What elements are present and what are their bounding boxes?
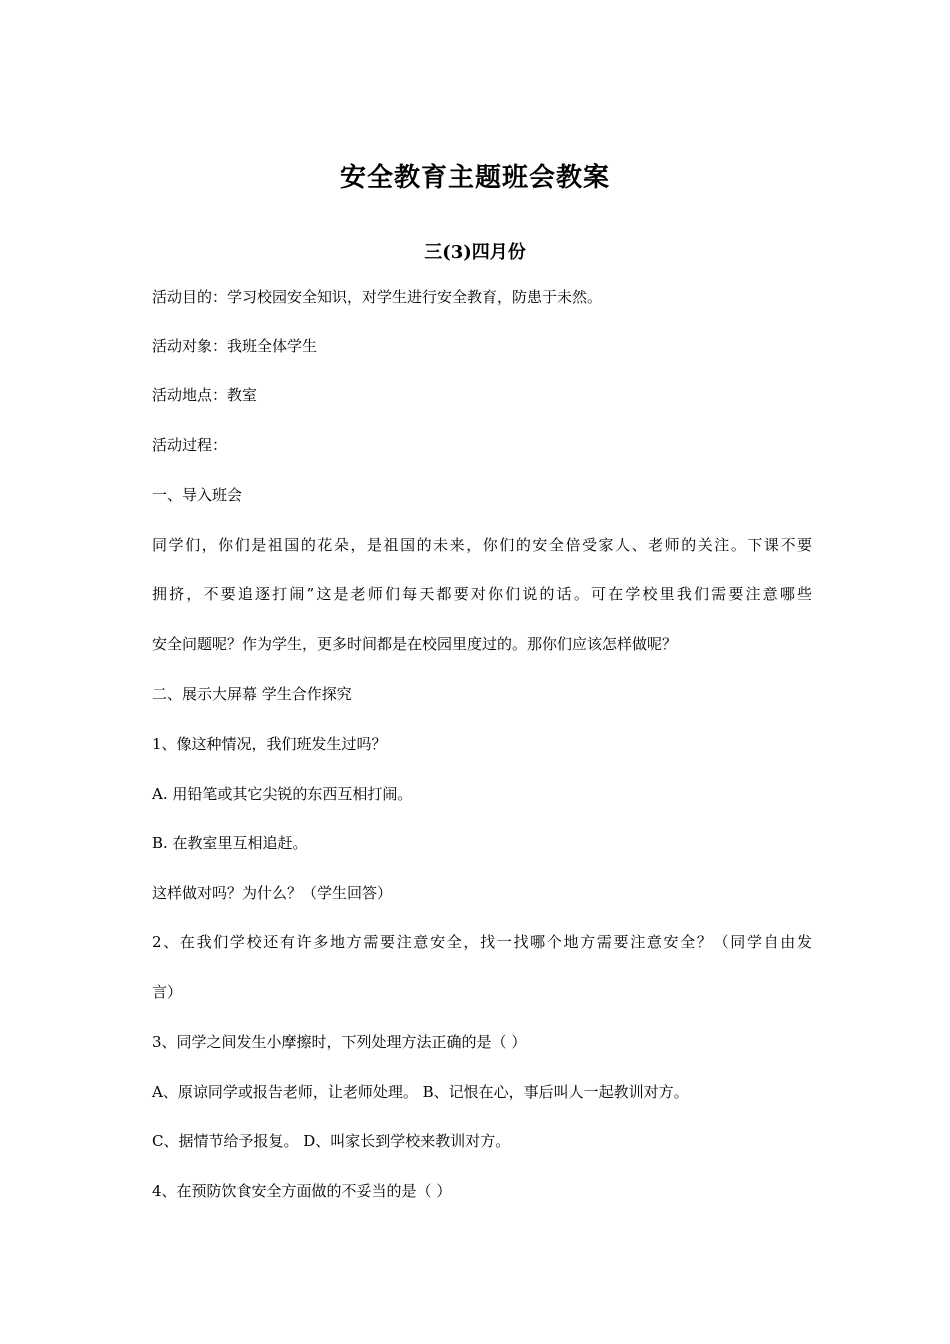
paragraph-line: 同学们，你们是祖国的花朵，是祖国的未来，你们的安全倍受家人、老师的关注。下课不要 — [152, 536, 812, 554]
document-title: 安全教育主题班会教案 — [339, 163, 610, 193]
section-heading-1: 一、导入班会 — [152, 486, 243, 504]
document-subtitle: 三(3)四月份 — [424, 242, 526, 263]
section-heading-2: 二、展示大屏幕 学生合作探究 — [152, 685, 352, 703]
question-3: 3、同学之间发生小摩擦时，下列处理方法正确的是（ ） — [152, 1033, 527, 1051]
question-1: 1、像这种情况，我们班发生过吗？ — [152, 735, 387, 753]
question-1-option-a: A. 用铅笔或其它尖锐的东西互相打闹。 — [152, 785, 413, 803]
activity-location: 活动地点：教室 — [152, 386, 258, 404]
question-4: 4、在预防饮食安全方面做的不妥当的是（ ） — [152, 1182, 452, 1200]
activity-target: 活动对象：我班全体学生 — [152, 337, 318, 355]
question-2: 2、在我们学校还有许多地方需要注意安全，找一找哪个地方需要注意安全？（同学自由发 — [152, 933, 812, 951]
paragraph-line: 安全问题呢？作为学生，更多时间都是在校园里度过的。那你们应该怎样做呢？ — [152, 635, 678, 653]
paragraph-line: 拥挤，不要追逐打闹”这是老师们每天都要对你们说的话。可在学校里我们需要注意哪些 — [152, 585, 812, 603]
question-1-followup: 这样做对吗？为什么？（学生回答） — [152, 884, 393, 902]
question-3-options-ab: A、原谅同学或报告老师，让老师处理。 B、记恨在心，事后叫人一起教训对方。 — [152, 1083, 689, 1101]
question-1-option-b: B. 在教室里互相追赶。 — [152, 834, 308, 852]
question-3-options-cd: C、据情节给予报复。 D、叫家长到学校来教训对方。 — [152, 1132, 511, 1150]
activity-purpose: 活动目的：学习校园安全知识，对学生进行安全教育，防患于未然。 — [152, 288, 603, 306]
activity-process: 活动过程： — [152, 436, 228, 454]
question-2-continued: 言） — [152, 983, 183, 1001]
